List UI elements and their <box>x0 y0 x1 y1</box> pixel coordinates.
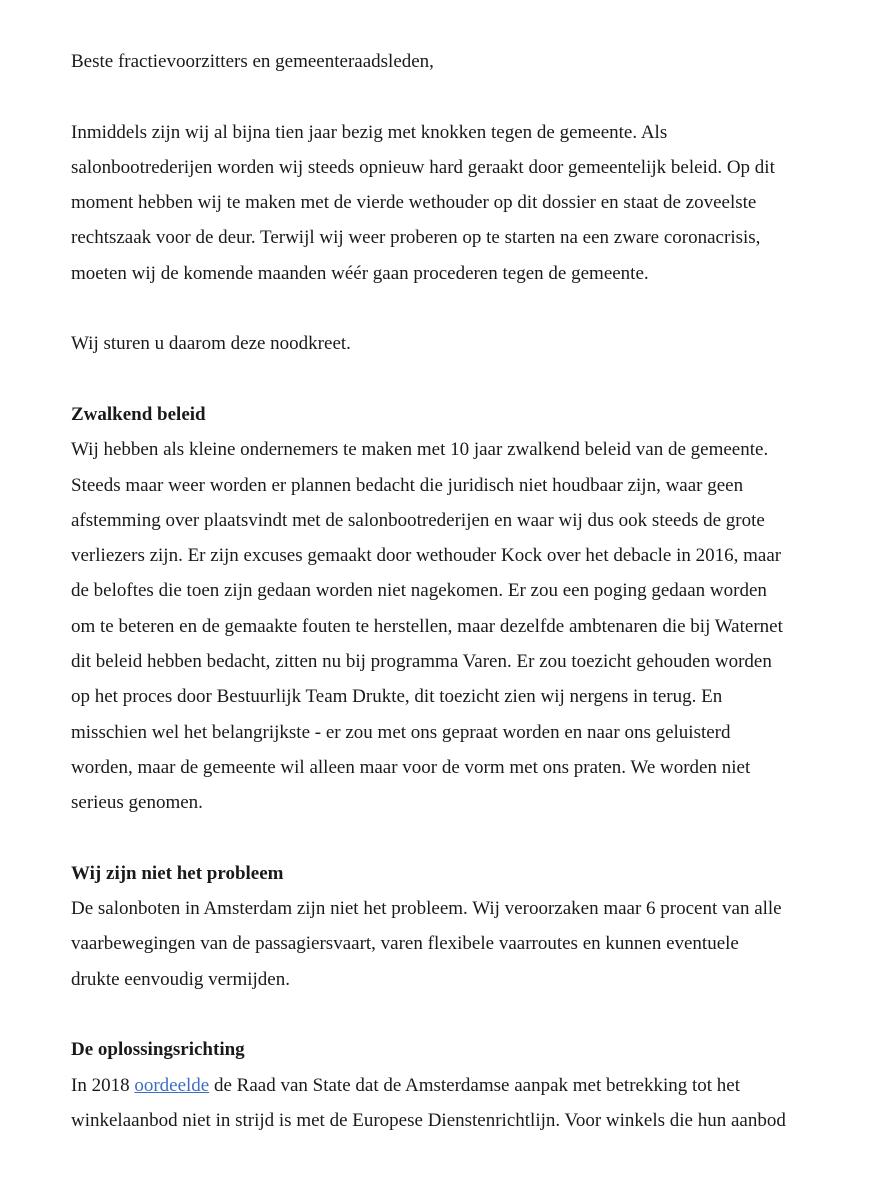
section-line: dit beleid hebben bedacht, zitten nu bij programma Varen. Er zou toezicht gehouden worden <box>71 651 772 673</box>
noodkreet-text: Wij sturen u daarom deze noodkreet. <box>71 333 351 355</box>
section-line: misschien wel het belangrijkste - er zou met ons gepraat worden en naar ons geluisterd <box>71 721 731 743</box>
section-paragraph <box>71 891 811 997</box>
section-line: De salonboten in Amsterdam zijn niet het probleem. Wij veroorzaken maar 6 procent van alle <box>71 898 782 920</box>
section-line: vaarbewegingen van de passagiersvaart, varen flexibele vaarroutes en kunnen eventuele <box>71 933 739 955</box>
section-niet-het-probleem <box>71 856 811 997</box>
noodkreet-paragraph <box>71 326 811 361</box>
line-text-before-link: In 2018 <box>71 1074 135 1096</box>
section-line: de beloftes die toen zijn gedaan worden niet nagekomen. Er zou een poging gedaan worden <box>71 580 767 602</box>
letter-body <box>71 44 811 1138</box>
spacer <box>71 362 811 397</box>
intro-line: salonbootrederijen worden wij steeds opnieuw hard geraakt door gemeentelijk beleid. Op dit <box>71 156 775 178</box>
intro-line: Inmiddels zijn wij al bijna tien jaar bezig met knokken tegen de gemeente. Als <box>71 121 668 143</box>
section-line: winkelaanbod niet in strijd is met de Europese Dienstenrichtlijn. Voor winkels die hun aanbod <box>71 1109 786 1131</box>
section-line-with-link <box>71 1068 811 1103</box>
salutation-text: Beste fractievoorzitters en gemeenteraadsleden, <box>71 51 434 72</box>
intro-paragraph <box>71 115 811 291</box>
section-line: om te beteren en de gemaakte fouten te herstellen, maar dezelfde ambtenaren die bij Waternet <box>71 615 783 637</box>
spacer <box>71 291 811 326</box>
section-heading: Wij zijn niet het probleem <box>71 862 284 884</box>
salutation <box>71 44 811 79</box>
section-line: Steeds maar weer worden er plannen bedacht die juridisch niet houdbaar zijn, waar geen <box>71 474 744 496</box>
section-oplossingsrichting <box>71 1032 811 1138</box>
spacer <box>71 79 811 114</box>
intro-line: moment hebben wij te maken met de vierde wethouder op dit dossier en staat de zoveelste <box>71 192 757 214</box>
line-text-after-link: de Raad van State dat de Amsterdamse aanpak met betrekking tot het <box>209 1074 741 1096</box>
section-line: serieus genomen. <box>71 792 203 814</box>
section-line: drukte eenvoudig vermijden. <box>71 968 290 990</box>
section-line: afstemming over plaatsvindt met de salonbootrederijen en waar wij dus ook steeds de grote <box>71 509 765 531</box>
spacer <box>71 821 811 856</box>
oordeelde-link[interactable]: oordeelde <box>134 1074 210 1096</box>
intro-line: rechtszaak voor de deur. Terwijl wij weer proberen op te starten na een zware coronacrisis, <box>71 227 761 249</box>
section-heading: Zwalkend beleid <box>71 403 206 425</box>
intro-line: moeten wij de komende maanden wéér gaan procederen tegen de gemeente. <box>71 262 649 284</box>
spacer <box>71 997 811 1032</box>
section-zwalkend-beleid <box>71 397 811 821</box>
section-paragraph <box>71 432 811 820</box>
section-paragraph <box>71 1068 811 1139</box>
section-line: worden, maar de gemeente wil alleen maar voor de vorm met ons praten. We worden niet <box>71 756 751 778</box>
section-line: verliezers zijn. Er zijn excuses gemaakt door wethouder Kock over het debacle in 2016, maar <box>71 545 782 567</box>
section-line: op het proces door Bestuurlijk Team Drukte, dit toezicht zien wij nergens in terug. En <box>71 686 723 708</box>
section-line: Wij hebben als kleine ondernemers te maken met 10 jaar zwalkend beleid van de gemeente. <box>71 439 769 461</box>
section-heading: De oplossingsrichting <box>71 1039 245 1061</box>
